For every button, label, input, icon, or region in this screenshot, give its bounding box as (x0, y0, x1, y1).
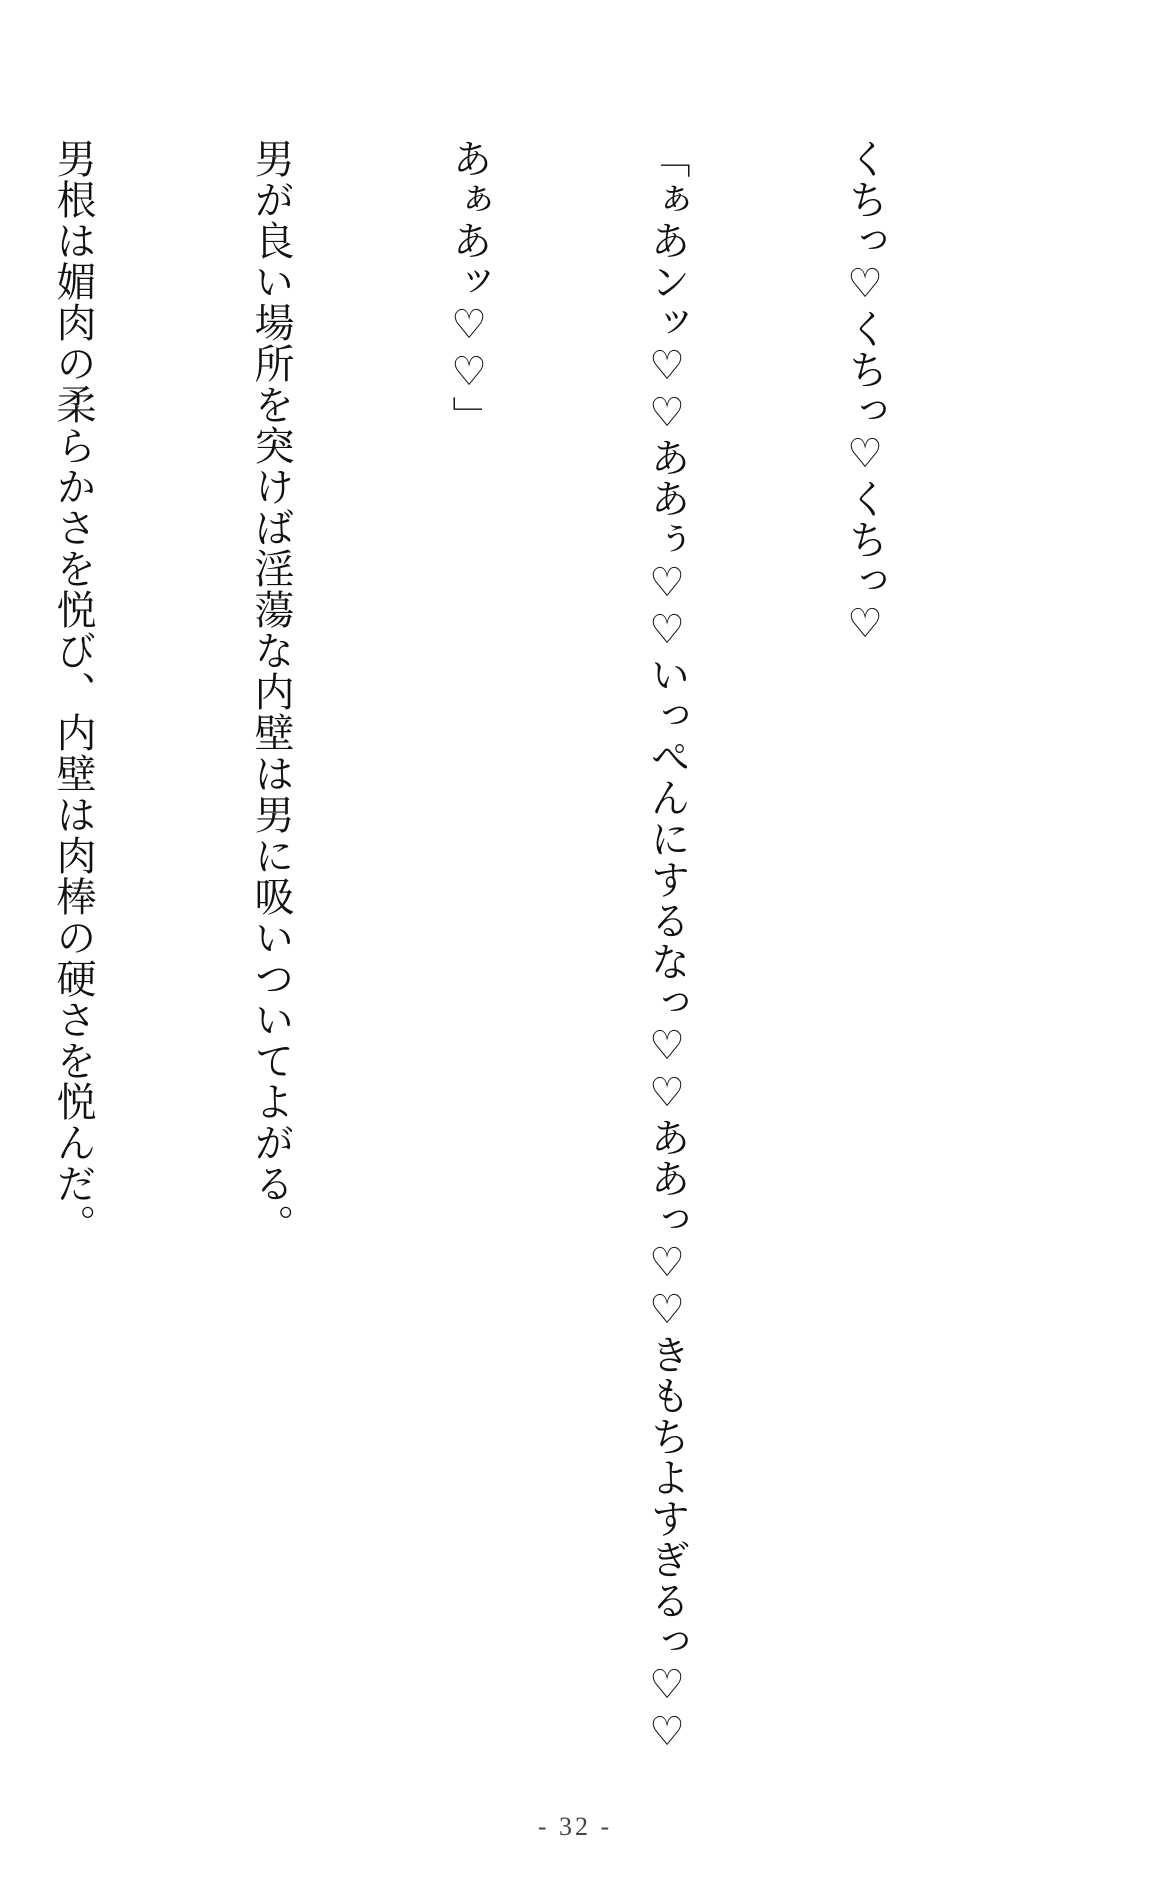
text-line: 男根は媚肉の柔らかさを悦び、内壁は肉棒の硬さを悦んだ。 (50, 138, 96, 1245)
body-text (50, 138, 1030, 1756)
text-line: くちっ♡くちっ♡くちっ♡ (842, 138, 888, 648)
text-line: 男が良い場所を突けば淫蕩な内壁は男に吸いついてよがる。 (248, 138, 294, 1245)
text-line: 「ぁあンッ♡♡ああぅ♡♡いっぺんにするなっ♡♡ああっ♡♡きもちよすぎるっ♡♡ (644, 138, 690, 1756)
text-line: あぁあッ♡♡」 (446, 138, 492, 437)
page-number: - 32 - (537, 1812, 613, 1841)
